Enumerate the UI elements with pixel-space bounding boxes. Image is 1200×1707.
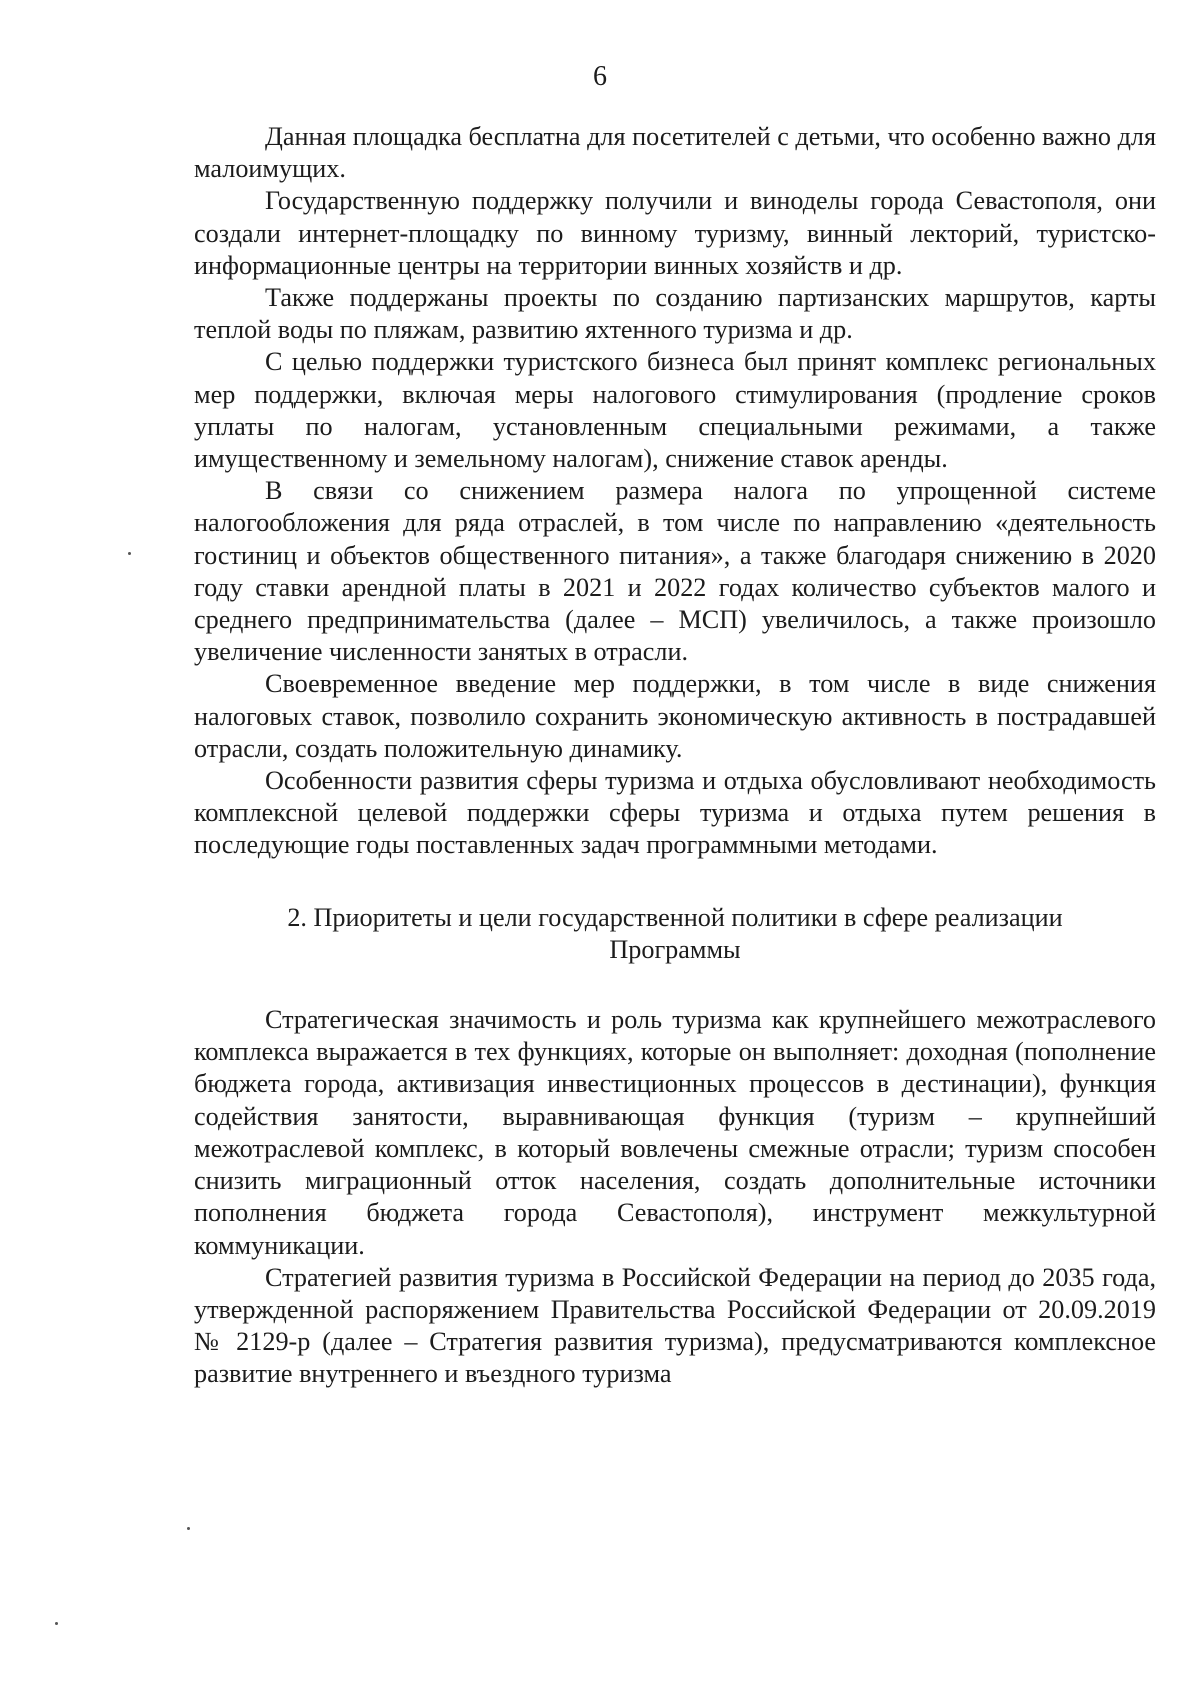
paragraph: Особенности развития сферы туризма и отдыха обусловливают необходимость комплексной целевой поддержки сферы туризма и отдыха путем решения в последующие годы поставленных задач программными методами. <box>194 766 1156 860</box>
section-heading-line: 2. Приоритеты и цели государственной политики в сфере реализации <box>287 902 1063 932</box>
scan-speck <box>187 1527 190 1530</box>
paragraph: Стратегией развития туризма в Российской Федерации на период до 2035 года, утвержденной распоряжением Правительства Российской Федерации от 20.09.2019 № 2129-р (далее – Стратегия развития туризма), предусматриваются комплексное развитие внутреннего и въездного туризма <box>194 1262 1156 1389</box>
scan-speck <box>128 552 131 555</box>
paragraph: Государственную поддержку получили и виноделы города Севастополя, они создали интернет-площадку по винному туризму, винный лекторий, туристско-информационные центры на территории винных хозяйств и др. <box>194 186 1156 280</box>
paragraph: Также поддержаны проекты по созданию партизанских маршрутов, карты теплой воды по пляжам, развитию яхтенного туризма и др. <box>194 283 1156 345</box>
section-heading-line: Программы <box>609 934 741 964</box>
section-heading <box>194 902 1156 966</box>
page-number: 6 <box>593 61 607 92</box>
paragraph: Своевременное введение мер поддержки, в том числе в виде снижения налоговых ставок, позволило сохранить экономическую активность в пострадавшей отрасли, создать положительную динамику. <box>194 669 1156 763</box>
scan-speck <box>55 1622 58 1625</box>
paragraph: Стратегическая значимость и роль туризма как крупнейшего межотраслевого комплекса выражается в тех функциях, которые он выполняет: доходная (пополнение бюджета города, активизация инвестиционных процессов в дестинации), функция содействия занятости, выравнивающая функция (туризм – крупнейший межотраслевой комплекс, в который вовлечены смежные отрасли; туризм способен снизить миграционный отток населения, создать дополнительные источники пополнения бюджета города Севастополя), инструмент межкультурной коммуникации. <box>194 1005 1156 1260</box>
paragraph: В связи со снижением размера налога по упрощенной системе налогообложения для ряда отраслей, в том числе по направлению «деятельность гостиниц и объектов общественного питания», а также благодаря снижению в 2020 году ставки арендной платы в 2021 и 2022 годах количество субъектов малого и среднего предпринимательства (далее – МСП) увеличилось, а также произошло увеличение численности занятых в отрасли. <box>194 476 1156 667</box>
paragraph: С целью поддержки туристского бизнеса был принят комплекс региональных мер поддержки, включая меры налогового стимулирования (продление сроков уплаты по налогам, установленным специальными режимами, а также имущественному и земельному налогам), снижение ставок аренды. <box>194 347 1156 474</box>
paragraph: Данная площадка бесплатна для посетителей с детьми, что особенно важно для малоимущих. <box>194 122 1156 184</box>
document-body <box>194 121 1156 1391</box>
